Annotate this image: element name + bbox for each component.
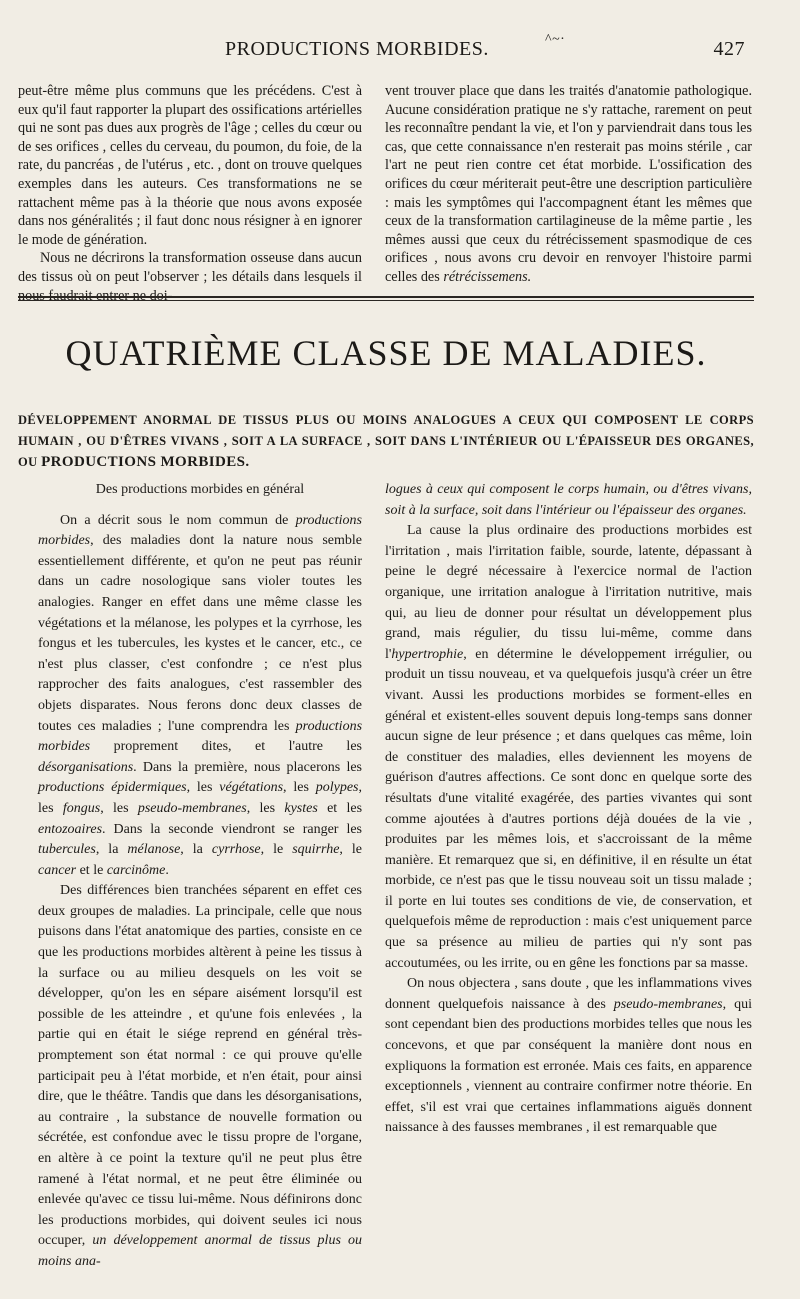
subtitle-emphasis: PRODUCTIONS MORBIDES. [41,454,250,470]
section-divider [18,296,754,298]
paragraph: Des différences bien tranchées séparent en effet ces deux groupes de maladies. La principale, celle que nous puisons dans l'état anatomique des parties, consiste en ce que les productions morbides altèrent à peine les tissus à la surface ou au milieu desquels on les voit se développer, qu'on les en sépare aisément lorsqu'il est possible de les atteindre , et qu'une fois enlevées , la partie qui en était le siége reprend en général très-promptement son état normal : ce qui prouve qu'elle participait peu à l'état morbide, et n'en était, pour ainsi dire, que le théâtre. Tandis que dans les désorganisations, au contraire , la substance de nouvelle formation ou sécrétée, est confondue avec le tissu propre de l'organe, en altère à ce point la texture qu'il ne peut plus être ramené à l'état normal, et ne peut être éliminée ou enlevée qu'avec ce tissu lui-même. Nous définirons donc les productions morbides, qui doivent seules ici nous occuper, un développement anormal de tissus plus ou moins ana- [38,883,362,1269]
header-mark: ^~· [545,32,566,47]
paragraph: La cause la plus ordinaire des productions morbides est l'irritation , mais l'irritation faible, sourde, latente, dépassant à peine le degré nécessaire à l'exercice normal de l'action organique, une irritation analogue à l'irritation nutritive, mais qui, au lieu de donner pour résultat un développement plus grand, mais régulier, du tissu lui-même, comme dans l'hypertrophie, en détermine le développement irrégulier, ou produit un tissu nouveau, et va quelquefois jusqu'à créer un être vivant. Aussi les productions morbides se forment-elles en général et existent-elles souvent depuis long-temps sans donner aucun signe de leur présence ; et dans quelques cas même, loin de constituer des maladies, elles deviennent les moyens de guérison d'autres affections. Ce sont donc en quelque sorte des résultats d'une vitalité exagérée, des parties vivantes qui sont comme ajoutées à d'autres portions déjà douées de la vie , produites par les mêmes lois, et s'accroissant de la même manière. Et remarquez que si, en définitive, il en résulte un état morbide, ce n'est pas que le tissu nouveau soit un tissu malade ; il porte en lui toutes ses conditions de vie, de conservation, et quelquefois même de reproduction : mais c'est uniquement parce que sa présence au milieu de parties qui n'y sont pas accoutumées, ou les irrite, ou en gêne les fonctions par sa masse. [385,523,752,971]
italic-term: rétrécissemens. [443,268,532,285]
paragraph: On a décrit sous le nom commun de productions morbides, des maladies dont la nature nous semble essentiellement différente, et qu'on ne peut pas réunir dans un cadre nosologique sans violer toutes les analogies. Ranger en effet dans une même classe les végétations et la mélanose, les polypes et la cyrrhose, les fongus et les tubercules, les kystes et le cancer, etc., ce n'est plus classer, c'est confondre ; ce n'est plus rapprocher des faits analogues, c'est rassembler des objets disparates. Nous ferons donc deux classes de toutes ces maladies ; l'une comprendra les productions morbides proprement dites, et l'autre les désorganisations. Dans la première, nous placerons les productions épidermiques, les végétations, les polypes, les fongus, les pseudo-membranes, les kystes et les entozoaires. Dans la seconde viendront se ranger les tubercules, la mélanose, la cyrrhose, le squirrhe, le cancer et le carcinôme. [38,512,363,878]
body-left-column [38,480,362,1273]
page-number: 427 [713,38,745,60]
paragraph: peut-être même plus communs que les précédens. C'est à eux qu'il faut rapporter la plupart des ossifications artérielles qui ne sont pas dues aux progrès de l'âge ; celles du cœur ou de ses orifices , celles du cerveau, du poumon, du foie, de la rate, du pancréas , de l'utérus , etc. , dont on trouve quelques exemples dans les auteurs. Ces transformations ne se rattachent même pas à la théorie que nous avons exposée dans nos généralités ; il faut donc nous résigner à en ignorer le mode de génération. [18,83,362,248]
section-heading: Des productions morbides en général [95,482,305,497]
header-title: PRODUCTIONS MORBIDES. [225,38,489,60]
section-divider-thin [18,300,754,301]
top-left-column [18,82,362,305]
paragraph: Nous ne décrirons la transformation osseuse dans aucun des tissus où on peut l'observer ; les détails dans lesquels il [18,250,362,285]
paragraph: On nous objectera , sans doute , que les inflammations vives donnent quelquefois naissance à des pseudo-membranes, qui sont cependant bien des productions morbides telles que nous les concevons, et que par conséquent la manière dont nous en expliquons la formation est erronée. Mais ces faits, en apparence exceptionnels , viennent au contraire confirmer notre théorie. En effet, s'il est vrai que certaines inflammations aiguës donnent naissance à des fausses membranes , il est remarquable que [385,976,752,1136]
paragraph: logues à ceux qui composent le corps humain, ou d'êtres vivans, soit à la surface, soit dans l'intérieur ou l'épaisseur des organes. [385,482,752,518]
class-title: QUATRIÈME CLASSE DE MALADIES. [65,333,707,373]
paragraph: vent trouver place que dans les traités d'anatomie pathologique. Aucune considération pratique ne s'y rattache, rarement on peut les reconnaître pendant la vie, et l'on y parviendrait dans tous les cas, que cette connaissance n'en resterait pas moins stérile , car l'art ne peut rien contre cet état morbide. L'ossification des orifices du cœur mériterait peut-être une description particulière : mais les symptômes qui l'accompagnent étant les mêmes que ceux de la transformation cartilagineuse de la même partie , les mêmes aussi que ceux du rétrécissement spasmodique de ces orifices , nous avons cru devoir en renvoyer l'histoire parmi celles des rétrécissemens. [385,83,752,285]
body-right-column [385,480,752,1139]
top-right-column [385,82,752,287]
class-subtitle: DÉVELOPPEMENT ANORMAL DE TISSUS PLUS OU MOINS ANALOGUES A CEUX QUI COMPOSENT LE CORPS HUMAIN , OU D'ÊTRES VIVANS , SOIT A LA SURFACE , SOIT DANS L'INTÉRIEUR OU L'ÉPAISSEUR DES ORGANES, OU PRODUCTIONS MORBIDES. [18,413,754,470]
